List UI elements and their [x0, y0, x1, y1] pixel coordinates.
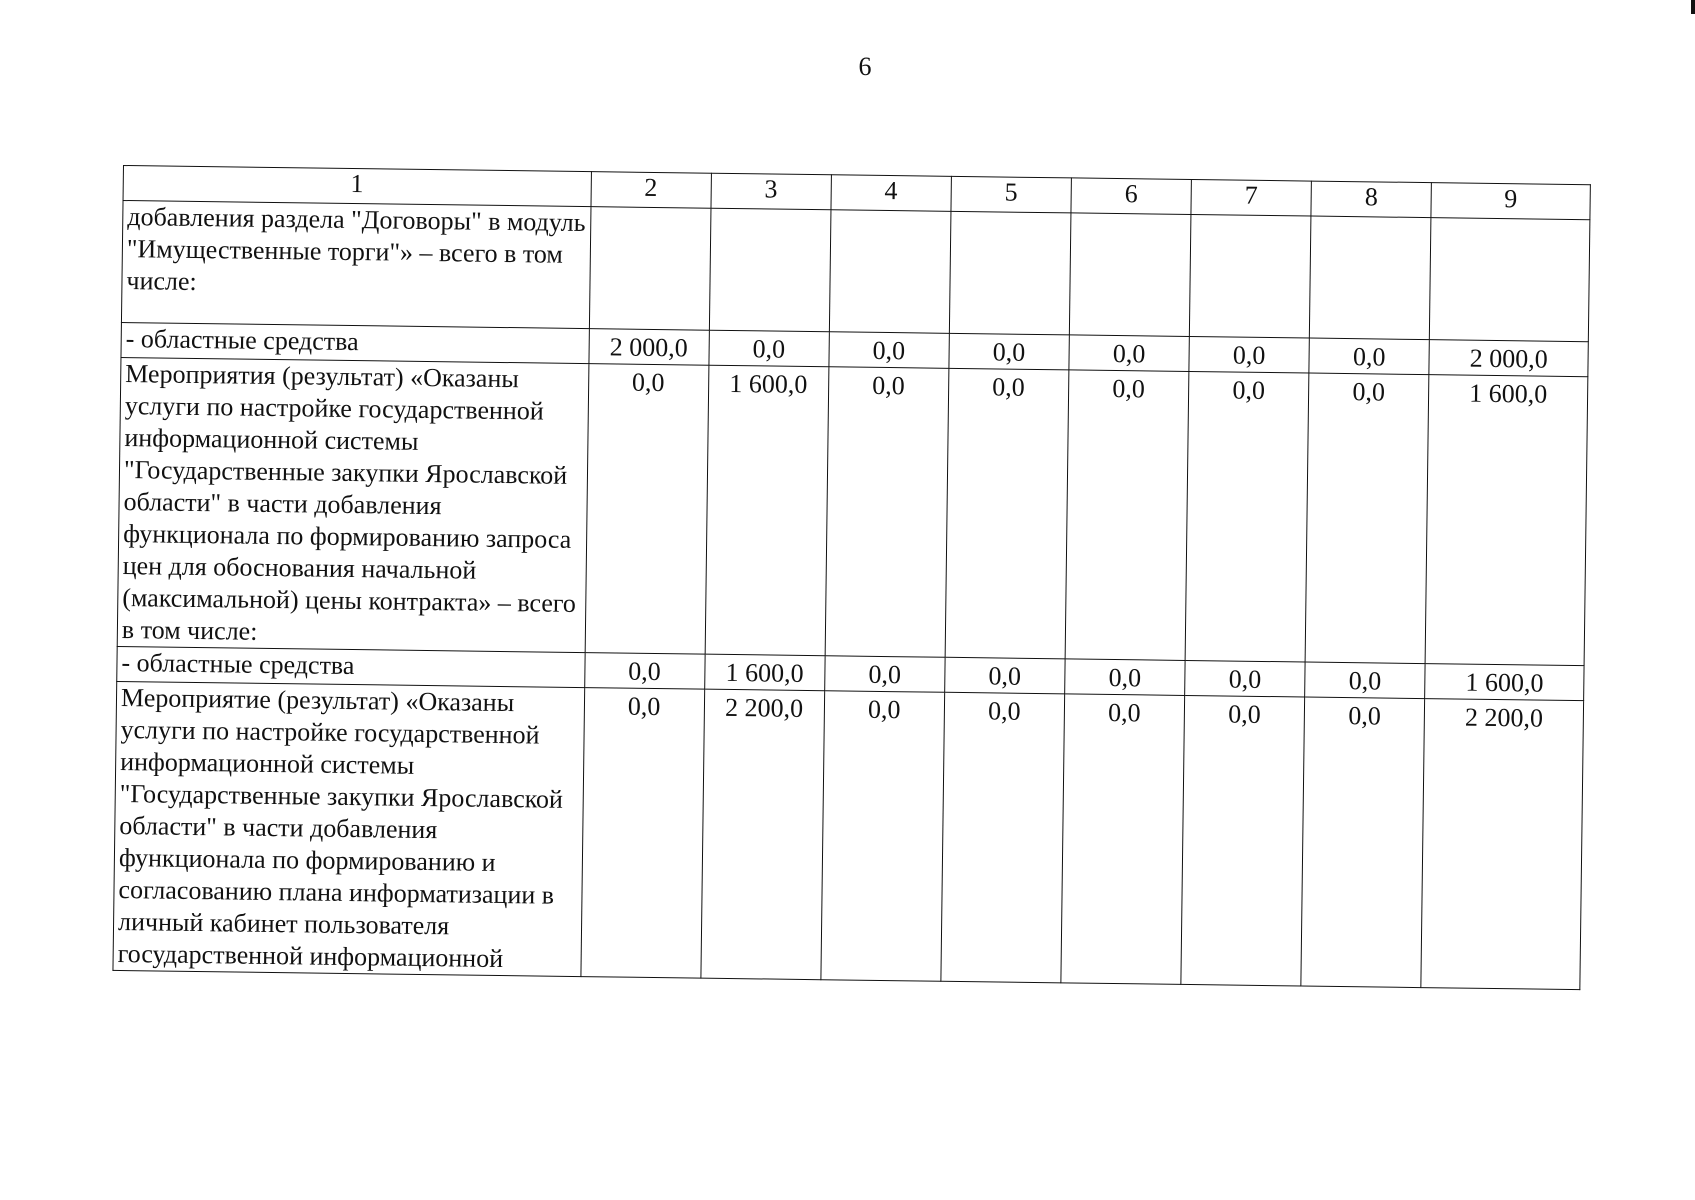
- value-cell: 1 600,0: [705, 365, 829, 656]
- value-cell: [709, 208, 831, 332]
- value-cell: [1430, 218, 1590, 342]
- column-header: 4: [831, 175, 952, 212]
- value-cell: 0,0: [585, 364, 709, 655]
- column-header: 5: [951, 176, 1072, 213]
- value-cell: 0,0: [944, 657, 1065, 694]
- value-cell: 0,0: [1305, 662, 1426, 699]
- value-cell: 0,0: [709, 330, 830, 367]
- value-cell: 1 600,0: [704, 654, 825, 691]
- table-row: [113, 681, 1584, 989]
- value-cell: 0,0: [1189, 336, 1310, 373]
- value-cell: [1309, 216, 1431, 340]
- table-wrapper: [112, 165, 1590, 990]
- row-name-cell: - областные средства: [121, 322, 589, 363]
- value-cell: 0,0: [1301, 697, 1425, 988]
- value-cell: 1 600,0: [1425, 664, 1584, 701]
- value-cell: [829, 210, 951, 334]
- scan-edge-mark: [1691, 0, 1695, 14]
- row-name-cell: добавления раздела "Договоры" в модуль "Имущественные торги"» – всего в том числе:: [121, 201, 590, 329]
- budget-table: [112, 165, 1590, 990]
- value-cell: [1189, 214, 1311, 338]
- page-number: 6: [858, 52, 872, 81]
- table-row: [117, 357, 1588, 665]
- column-header: 9: [1431, 183, 1590, 220]
- value-cell: 0,0: [829, 332, 950, 369]
- column-header: 6: [1071, 178, 1192, 215]
- value-cell: 0,0: [1305, 373, 1429, 664]
- value-cell: 0,0: [1181, 695, 1305, 986]
- column-header: 7: [1191, 179, 1312, 216]
- column-header: 2: [591, 172, 712, 209]
- value-cell: 0,0: [1065, 370, 1189, 661]
- value-cell: 0,0: [949, 333, 1070, 370]
- value-cell: 0,0: [1309, 338, 1430, 375]
- column-header: 1: [123, 166, 591, 207]
- value-cell: 2 200,0: [701, 689, 825, 980]
- value-cell: 2 000,0: [588, 329, 709, 366]
- value-cell: 0,0: [1065, 659, 1186, 696]
- value-cell: 0,0: [824, 656, 945, 693]
- value-cell: 0,0: [1185, 660, 1306, 697]
- value-cell: [949, 211, 1071, 335]
- value-cell: 1 600,0: [1425, 375, 1588, 666]
- value-cell: 0,0: [1061, 694, 1185, 985]
- value-cell: 0,0: [821, 691, 945, 982]
- value-cell: 0,0: [1185, 371, 1309, 662]
- value-cell: 0,0: [584, 653, 705, 690]
- row-name-cell: Мероприятие (результат) «Оказаны услуги по настройке государственной информационной системы "Государственные закупки Ярославской области" в части добавления функционала по формированию и согласованию плана информатизации в личный кабинет пользователя государственной информационной: [113, 681, 584, 976]
- value-cell: 0,0: [941, 692, 1065, 983]
- value-cell: [589, 207, 711, 331]
- column-header: 8: [1311, 181, 1432, 218]
- value-cell: 0,0: [945, 368, 1069, 659]
- row-name-cell: - областные средства: [117, 646, 585, 687]
- column-header: 3: [711, 173, 832, 210]
- value-cell: 2 000,0: [1429, 340, 1588, 377]
- value-cell: [1069, 213, 1191, 337]
- table-row: [121, 201, 1589, 342]
- value-cell: 0,0: [580, 688, 704, 979]
- row-name-cell: Мероприятия (результат) «Оказаны услуги по настройке государственной информационной системы "Государственные закупки Ярославской области" в части добавления функционала по формированию запроса цен для обоснования начальной (максимальной) цены контракта» – всего в том числе:: [117, 357, 588, 652]
- value-cell: 2 200,0: [1421, 699, 1584, 990]
- value-cell: 0,0: [825, 367, 949, 658]
- value-cell: 0,0: [1069, 335, 1190, 372]
